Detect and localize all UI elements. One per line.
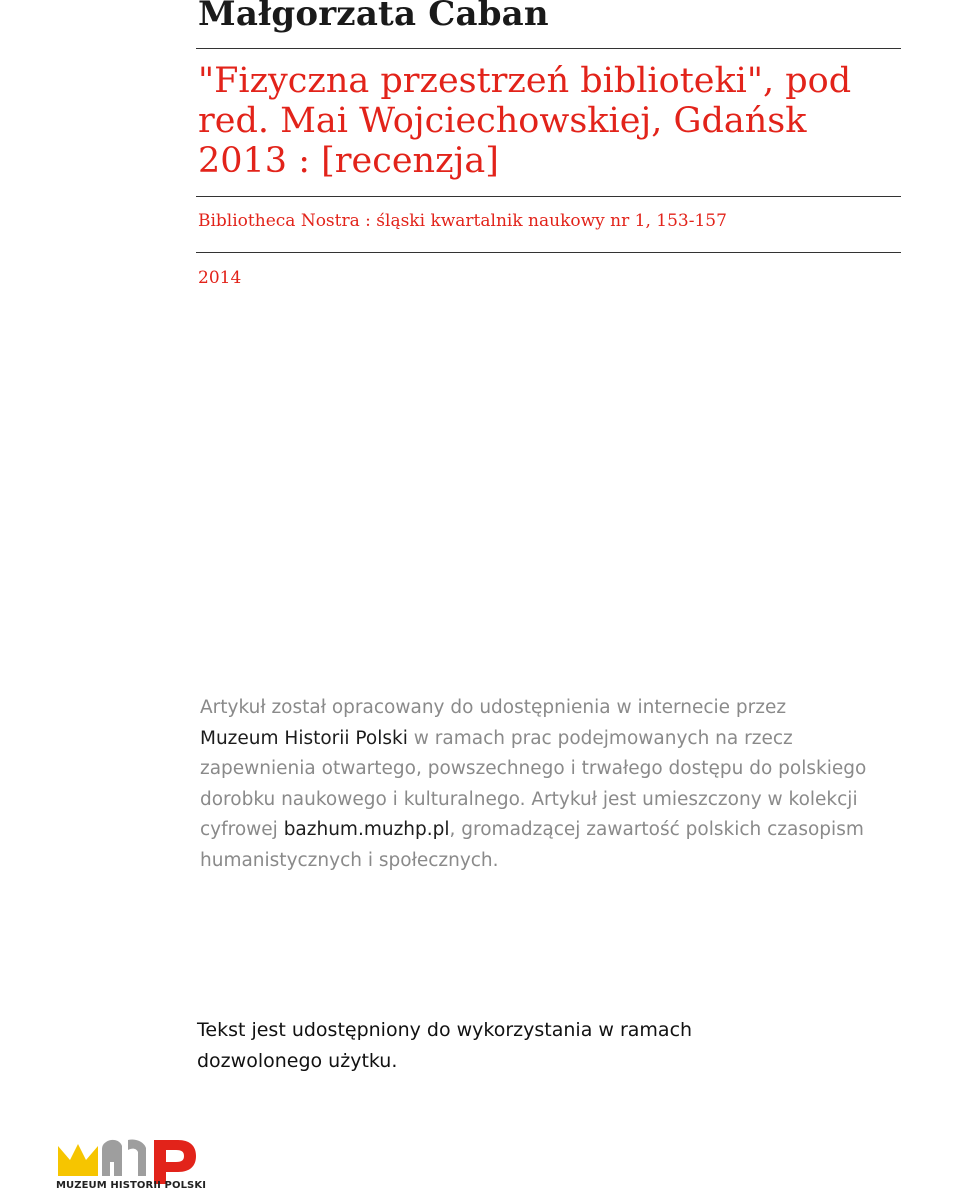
- p-mark: [154, 1140, 196, 1184]
- notice-text: w ramach prac podejmowanych na rzecz zapewnienia otwartego, powszechnego i trwałego dostępu do polskiego dorobku naukowego i kulturalnego. Artykuł jest umieszczony w kolekcji cyfrowej: [200, 727, 867, 840]
- usage-notice: Tekst jest udostępniony do wykorzystania w ramach dozwolonego użytku.: [197, 1019, 693, 1072]
- publication-title: "Fizyczna przestrzeń biblioteki", pod red. Mai Wojciechowskiej, Gdańsk 2013 : [recenzja]: [198, 61, 852, 181]
- collection-link[interactable]: bazhum.muzhp.pl: [283, 819, 450, 840]
- notice-text: Artykuł został opracowany do udostępnienia w internecie przez: [200, 697, 787, 718]
- author-name: Małgorzata Caban: [198, 0, 549, 34]
- digitization-notice: [200, 693, 900, 876]
- divider: [196, 252, 901, 253]
- crown-mark: [58, 1144, 98, 1176]
- wing-mark: [128, 1139, 146, 1176]
- journal-citation: Bibliotheca Nostra : śląski kwartalnik naukowy nr 1, 153-157: [198, 211, 727, 231]
- wing-mark: [102, 1140, 122, 1176]
- publication-year: 2014: [198, 268, 242, 288]
- divider: [196, 196, 901, 197]
- logo-caption: MUZEUM HISTORII POLSKI: [56, 1180, 207, 1191]
- notice-text: , gromadzącej zawartość polskich czasopism humanistycznych i społecznych.: [200, 819, 864, 871]
- museum-name: Muzeum Historii Polski: [200, 727, 408, 749]
- divider: [196, 48, 901, 49]
